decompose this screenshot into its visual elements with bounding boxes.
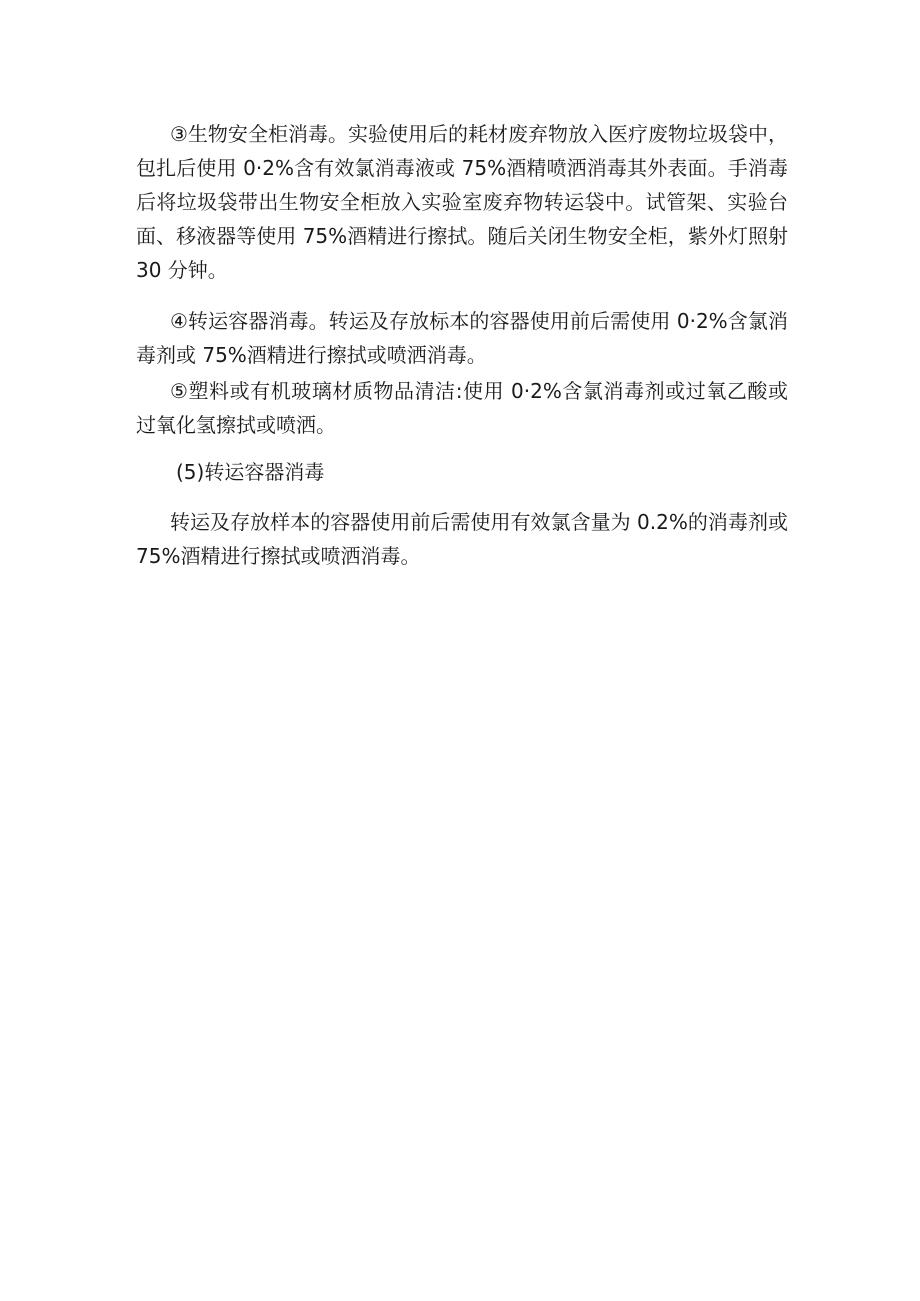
section-paragraph: 转运及存放样本的容器使用前后需使用有效氯含量为 0.2%的消毒剂或 75%酒精进行擦拭或喷洒消毒。 <box>136 510 788 568</box>
paragraph-plastic-cleaning: ⑤塑料或有机玻璃材质物品清洁:使用 0·2%含氯消毒剂或过氧乙酸或过氧化氢擦拭或喷洒。 <box>136 379 788 437</box>
paragraph-transport-container-disinfection: ④转运容器消毒。转运及存放标本的容器使用前后需使用 0·2%含氯消毒剂或 75%酒精进行擦拭或喷洒消毒。 <box>136 309 788 367</box>
section-heading: (5)转运容器消毒 <box>176 460 325 484</box>
paragraph-biosafety-cabinet-disinfection: ③生物安全柜消毒。实验使用后的耗材废弃物放入医疗废物垃圾袋中，包扎后使用 0·2%含有效氯消毒液或 75%酒精喷洒消毒其外表面。手消毒后将垃圾袋带出生物安全柜放入实验室废弃物转运袋中。试管架、实验台面、移液器等使用 75%酒精进行擦拭。随后关闭生物安全柜，紫外灯照射 30 分钟。 <box>136 122 788 282</box>
